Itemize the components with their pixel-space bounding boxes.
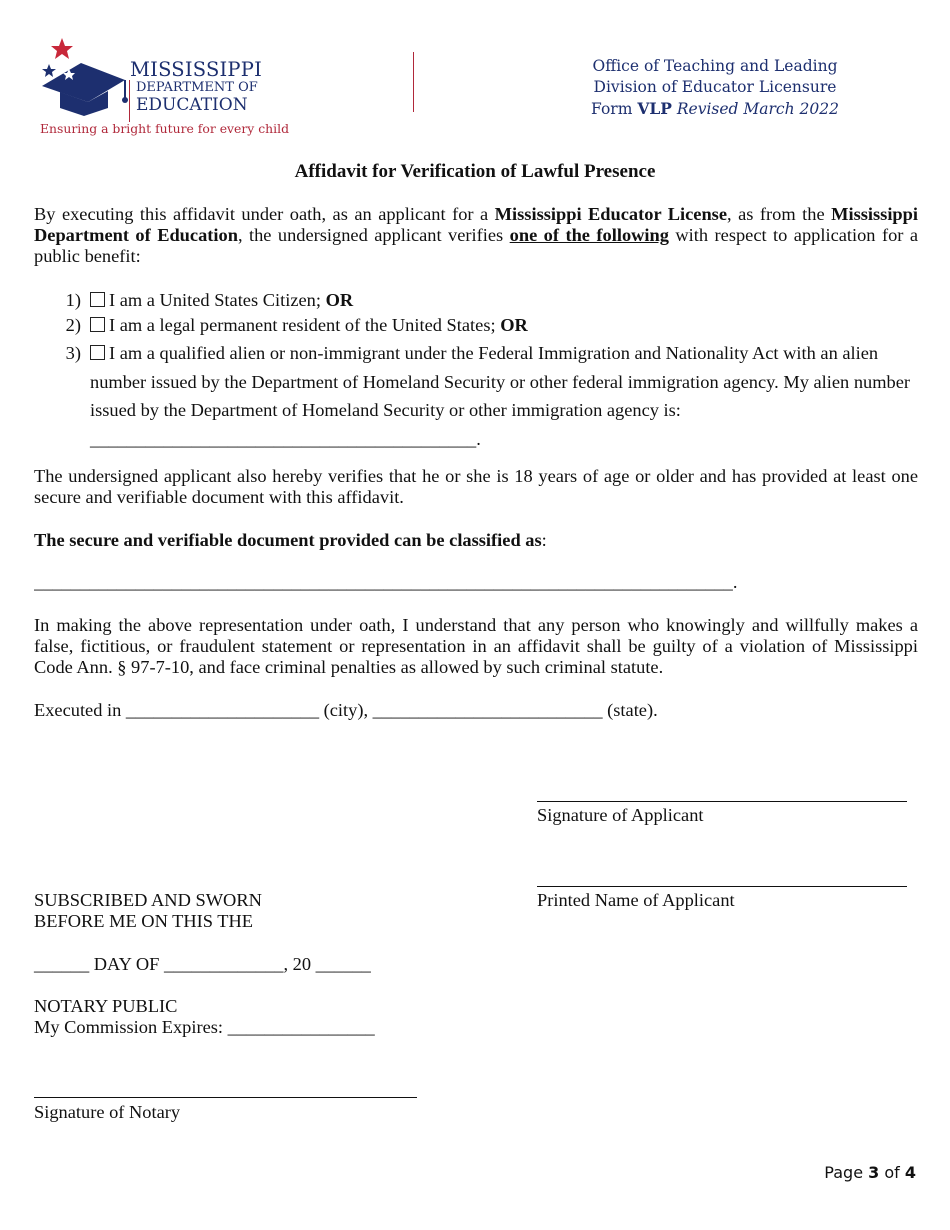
notary-date-field[interactable]: ______ DAY OF _____________, 20 ______ (34, 954, 371, 974)
mde-logo (36, 36, 290, 144)
list-item: 1) I am a United States Citizen; OR (65, 290, 354, 310)
logo-tagline: Ensuring a bright future for every child (40, 121, 290, 136)
office-line: Office of Teaching and Leading (592, 57, 838, 75)
logo-line-1: MISSISSIPPI (130, 58, 262, 81)
notary-public-block: NOTARY PUBLIC My Commission Expires: ________________ (34, 996, 375, 1037)
page-title: Affidavit for Verification of Lawful Presence (294, 161, 656, 182)
logo-line-2: DEPARTMENT OF (136, 80, 258, 95)
page-number: Page 3 of 4 (824, 1163, 916, 1182)
logo-line-3: EDUCATION (136, 95, 248, 115)
office-block (560, 56, 870, 120)
checkbox-permanent-resident[interactable] (90, 317, 105, 332)
document-heading: The secure and verifiable document provided can be classified as: (34, 530, 547, 550)
age-statement: The undersigned applicant also hereby verifies that he or she is 18 years of age or older and has provided at least one secure and verifiable document with this affidavit. (34, 466, 918, 507)
list-item: 3) I am a qualified alien or non-immigrant under the Federal Immigration and Nationality Act with an alien number issued by the Department of Homeland Security or other federal immigration agency. My alien number issued by the Department of Homeland Security or other immigration agency is: __________________________________________. (65, 343, 911, 449)
printed-name-field[interactable] (537, 886, 907, 887)
header-divider (413, 52, 414, 112)
notary-signature-field[interactable] (34, 1097, 417, 1098)
form-line: Form VLP Revised March 2022 (591, 99, 839, 118)
applicant-signature-field[interactable] (537, 801, 907, 802)
checkbox-citizen[interactable] (90, 292, 105, 307)
notary-signature-label: Signature of Notary (34, 1102, 181, 1122)
graduation-cap-icon (36, 36, 136, 126)
printed-name-label: Printed Name of Applicant (537, 890, 735, 910)
state-field[interactable]: _________________________ (372, 700, 603, 720)
alien-number-field[interactable]: __________________________________________. (90, 428, 481, 449)
executed-line: Executed in _____________________ (city), _________________________ (state). (34, 700, 658, 720)
commission-expires-field[interactable]: My Commission Expires: ________________ (34, 1017, 375, 1037)
city-field[interactable]: _____________________ (125, 700, 320, 720)
sworn-block: SUBSCRIBED AND SWORN BEFORE ME ON THIS THE (34, 890, 262, 931)
division-line: Division of Educator Licensure (593, 78, 837, 96)
logo-divider (129, 80, 130, 122)
document-type-field[interactable]: ____________________________________________________________________________. (34, 572, 738, 592)
form-code: VLP (637, 99, 672, 118)
form-revised: Revised March 2022 (676, 100, 839, 118)
list-item: 2) I am a legal permanent resident of the United States; OR (65, 315, 528, 335)
checkbox-qualified-alien[interactable] (90, 345, 105, 360)
intro-paragraph: By executing this affidavit under oath, as an applicant for a Mississippi Educator License, as from the Mississippi Department of Education, the undersigned applicant verifies one of the following with respect to application for a public benefit: (34, 204, 918, 266)
oath-paragraph: In making the above representation under oath, I understand that any person who knowingly and willfully makes a false, fictitious, or fraudulent statement or representation in an affidavit shall be guilty of a violation of Mississippi Code Ann. § 97-7-10, and face criminal penalties as allowed by such criminal statute. (34, 615, 918, 677)
signature-applicant-label: Signature of Applicant (537, 805, 704, 825)
